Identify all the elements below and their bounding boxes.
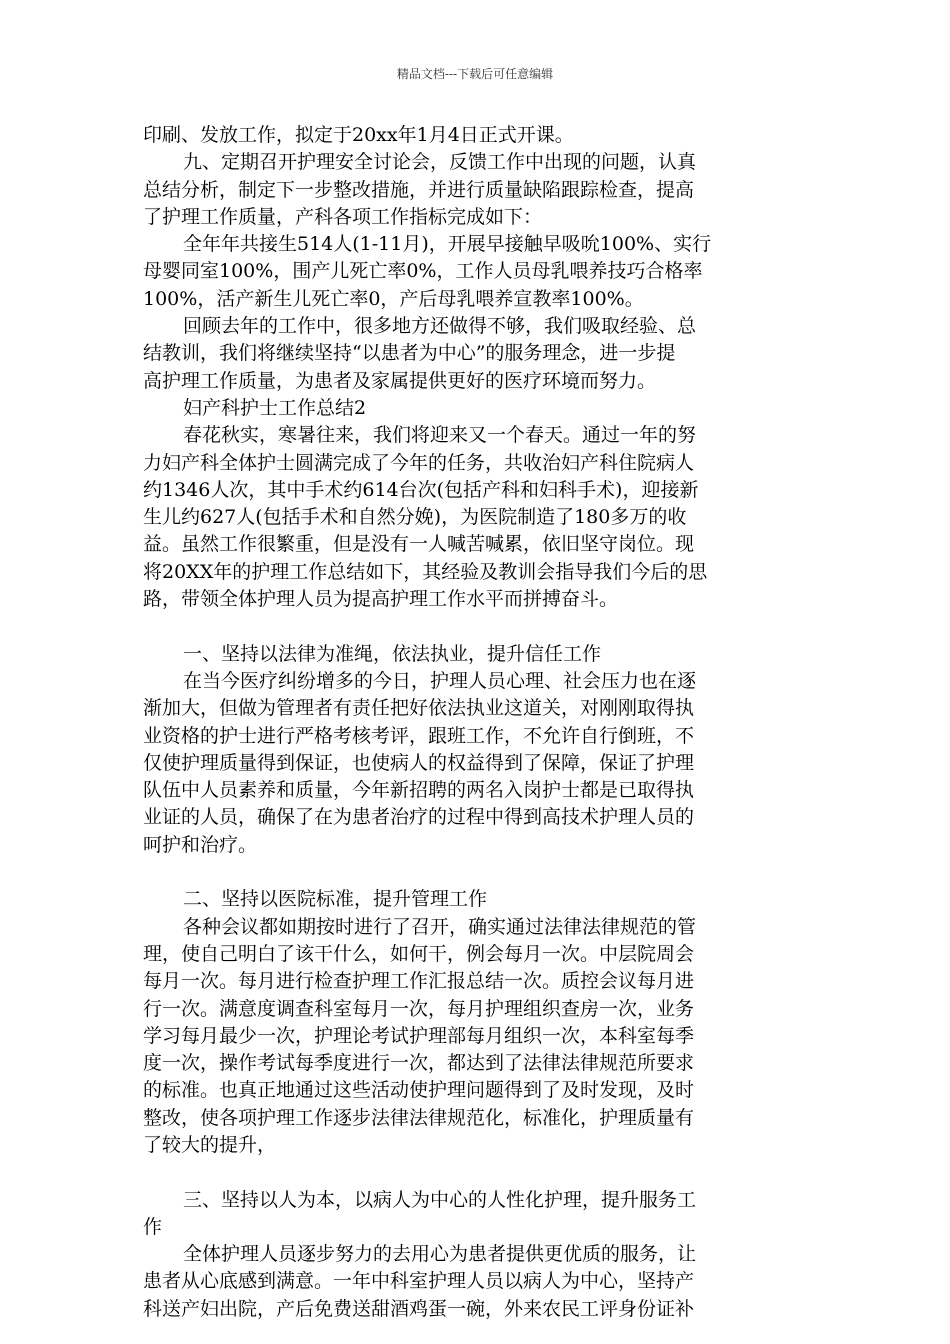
text-line: 作	[143, 1215, 163, 1238]
text-line: 度一次，操作考试每季度进行一次，都达到了法律法律规范所要求	[143, 1052, 695, 1075]
section-title: 妇产科护士工作总结2	[183, 396, 367, 419]
section-heading: 二、坚持以医院标准，提升管理工作	[183, 888, 488, 911]
text-line: 业资格的护士进行严格考核考评，跟班工作，不允许自行倒班，不	[143, 724, 695, 747]
text-line: 路，带领全体护理人员为提高护理工作水平而拼搏奋斗。	[143, 588, 619, 611]
text-line: 行一次。满意度调查科室每月一次，每月护理组织查房一次，业务	[143, 997, 695, 1020]
text-line: 高护理工作质量，为患者及家属提供更好的医疗环境而努力。	[143, 369, 657, 392]
text-line: 结教训，我们将继续坚持“以患者为中心”的服务理念，进一步提	[143, 342, 676, 365]
text-line: 渐加大，但做为管理者有责任把好依法执业这道关，对刚刚取得执	[143, 697, 695, 720]
text-line: 每月一次。每月进行检查护理工作汇报总结一次。质控会议每月进	[143, 970, 695, 993]
text-line: 回顾去年的工作中，很多地方还做得不够，我们吸取经验、总	[183, 315, 697, 338]
text-line: 母婴同室100%，围产儿死亡率0%，工作人员母乳喂养技巧合格率	[143, 260, 703, 283]
text-line: 九、定期召开护理安全讨论会，反馈工作中出现的问题，认真	[183, 151, 697, 174]
blank-line	[143, 613, 808, 640]
text-line: 总结分析，制定下一步整改措施，并进行质量缺陷跟踪检查，提高	[143, 178, 695, 201]
text-line: 理，使自己明白了该干什么，如何干，例会每月一次。中层院周会	[143, 942, 695, 965]
text-line: 业证的人员，确保了在为患者治疗的过程中得到高技术护理人员的	[143, 806, 695, 829]
text-line: 约1346人次，其中手术约614台次(包括产科和妇科手术)，迎接新	[143, 478, 699, 501]
text-line: 力妇产科全体护士圆满完成了今年的任务，共收治妇产科住院病人	[143, 451, 695, 474]
blank-line	[143, 859, 808, 886]
text-line: 科送产妇出院，产后免费送甜酒鸡蛋一碗，外来农民工评身份证补	[143, 1297, 695, 1320]
text-line: 全体护理人员逐步努力的去用心为患者提供更优质的服务，让	[183, 1243, 697, 1266]
text-line: 全年年共接生514人(1-11月)，开展早接触早吸吮100%、实行	[183, 233, 712, 256]
text-line: 在当今医疗纠纷增多的今日，护理人员心理、社会压力也在逐	[183, 669, 697, 692]
text-line: 将20XX年的护理工作总结如下，其经验及教训会指导我们今后的思	[143, 560, 708, 583]
page-header: 精品文档---下载后可任意编辑	[396, 67, 554, 81]
document-body	[143, 122, 808, 1323]
section-heading: 三、坚持以人为本，以病人为中心的人性化护理，提升服务工	[183, 1188, 697, 1211]
text-line: 呵护和治疗。	[143, 833, 258, 856]
text-line: 仅使护理质量得到保证，也使病人的权益得到了保障，保证了护理	[143, 751, 695, 774]
text-line: 各种会议都如期按时进行了召开，确实通过法律法律规范的管	[183, 915, 697, 938]
text-line: 100%，活产新生儿死亡率0，产后母乳喂养宣教率100%。	[143, 287, 644, 310]
text-line: 患者从心底感到满意。一年中科室护理人员以病人为中心，坚持产	[143, 1270, 695, 1293]
text-line: 的标准。也真正地通过这些活动使护理问题得到了及时发现，及时	[143, 1079, 695, 1102]
blank-line	[143, 1159, 808, 1186]
text-line: 了护理工作质量，产科各项工作指标完成如下：	[143, 205, 543, 228]
text-line: 队伍中人员素养和质量，今年新招聘的两名入岗护士都是已取得执	[143, 779, 695, 802]
text-line: 印刷、发放工作，拟定于20xx年1月4日正式开课。	[143, 124, 574, 146]
text-line: 益。虽然工作很繁重，但是没有一人喊苦喊累，依旧坚守岗位。现	[143, 533, 695, 556]
text-line: 学习每月最少一次，护理论考试护理部每月组织一次，本科室每季	[143, 1024, 695, 1047]
text-line: 了较大的提升，	[143, 1133, 277, 1156]
section-heading: 一、坚持以法律为准绳，依法执业，提升信任工作	[183, 642, 602, 665]
text-line: 生儿约627人(包括手术和自然分娩)，为医院制造了180多万的收	[143, 506, 687, 529]
text-line: 春花秋实，寒暑往来，我们将迎来又一个春天。通过一年的努	[183, 424, 697, 447]
text-line: 整改，使各项护理工作逐步法律法律规范化，标准化，护理质量有	[143, 1106, 695, 1129]
